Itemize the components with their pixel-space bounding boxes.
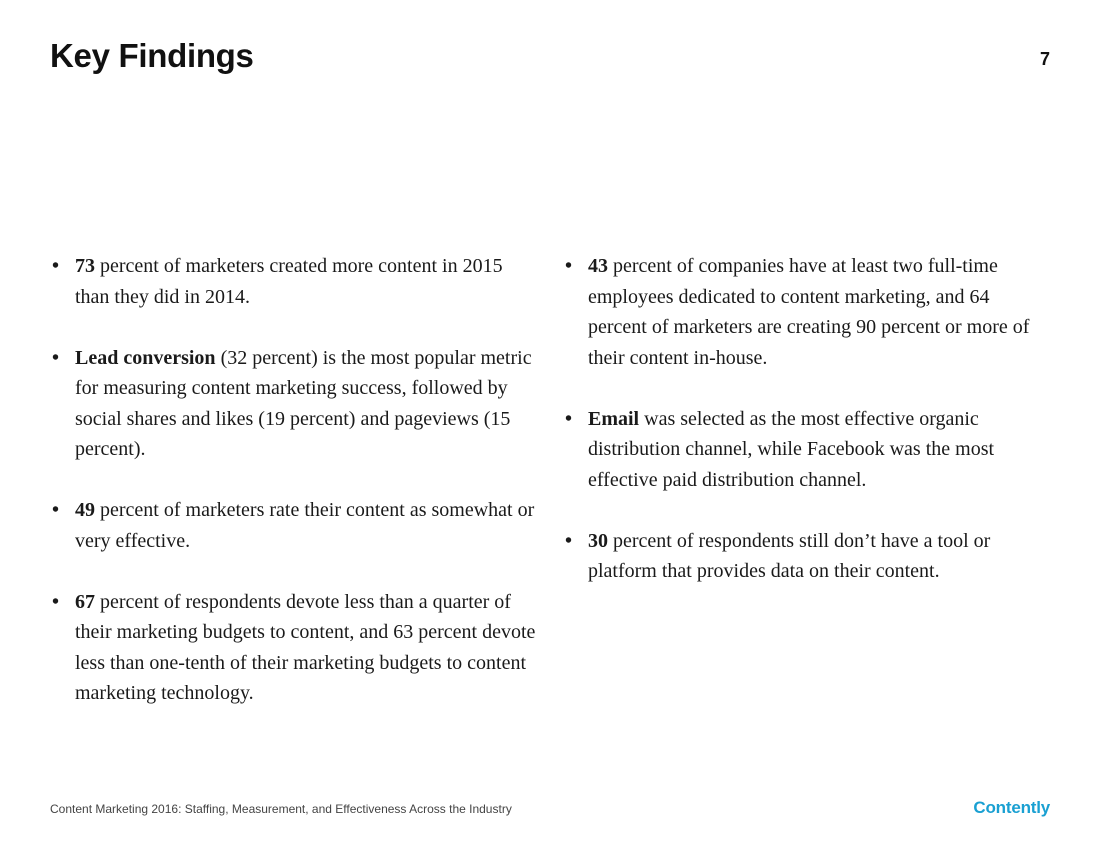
- finding-item: [563, 251, 1053, 373]
- finding-item: [563, 404, 1053, 496]
- bullet-icon: •: [565, 529, 573, 552]
- bullet-icon: •: [52, 255, 60, 277]
- finding-highlight: 30: [588, 529, 608, 552]
- finding-highlight: Email: [588, 407, 640, 430]
- finding-text: percent of marketers created more content in 2015 than they did in 2014.: [75, 255, 503, 308]
- finding-item: [50, 343, 540, 465]
- finding-item: [50, 587, 540, 709]
- finding-highlight: 49: [75, 499, 95, 521]
- findings-list-right: [563, 251, 1053, 587]
- finding-highlight: Lead conversion: [75, 346, 216, 369]
- bullet-icon: •: [52, 590, 60, 613]
- finding-text: was selected as the most effective organic distribution channel, while Facebook was the most effective paid distribution channel.: [588, 407, 995, 491]
- page-title: Key Findings: [50, 37, 254, 74]
- bullet-icon: •: [52, 499, 60, 521]
- finding-highlight: 67: [75, 590, 95, 613]
- finding-text: percent of marketers rate their content as somewhat or very effective.: [75, 499, 535, 552]
- bullet-icon: •: [565, 255, 573, 277]
- finding-text: percent of respondents devote less than a quarter of their marketing budgets to content, and 63 percent devote less than one-tenth of their marketing budgets to content marketing technology.: [75, 590, 536, 704]
- finding-text: percent of respondents still don’t have a tool or platform that provides data on their content.: [588, 529, 991, 582]
- finding-highlight: 43: [588, 255, 608, 277]
- finding-text: percent of companies have at least two full-time employees dedicated to content marketing, and 64 percent of marketers are creating 90 percent or more of their content in-house.: [588, 255, 1030, 369]
- brand-logo: Contently: [973, 798, 1050, 817]
- footer-report-title: Content Marketing 2016: Staffing, Measurement, and Effectiveness Across the Industry: [50, 802, 512, 816]
- bullet-icon: •: [52, 346, 60, 369]
- finding-item: [50, 495, 540, 556]
- findings-list-left: [50, 251, 540, 709]
- finding-highlight: 73: [75, 255, 95, 277]
- bullet-icon: •: [565, 407, 573, 430]
- finding-item: [50, 251, 540, 312]
- finding-item: [563, 526, 1053, 587]
- finding-text: (32 percent) is the most popular metric for measuring content marketing success, followed by social shares and likes (19 percent) and pageviews (15 percent).: [75, 346, 532, 460]
- page-number: 7: [1039, 49, 1050, 69]
